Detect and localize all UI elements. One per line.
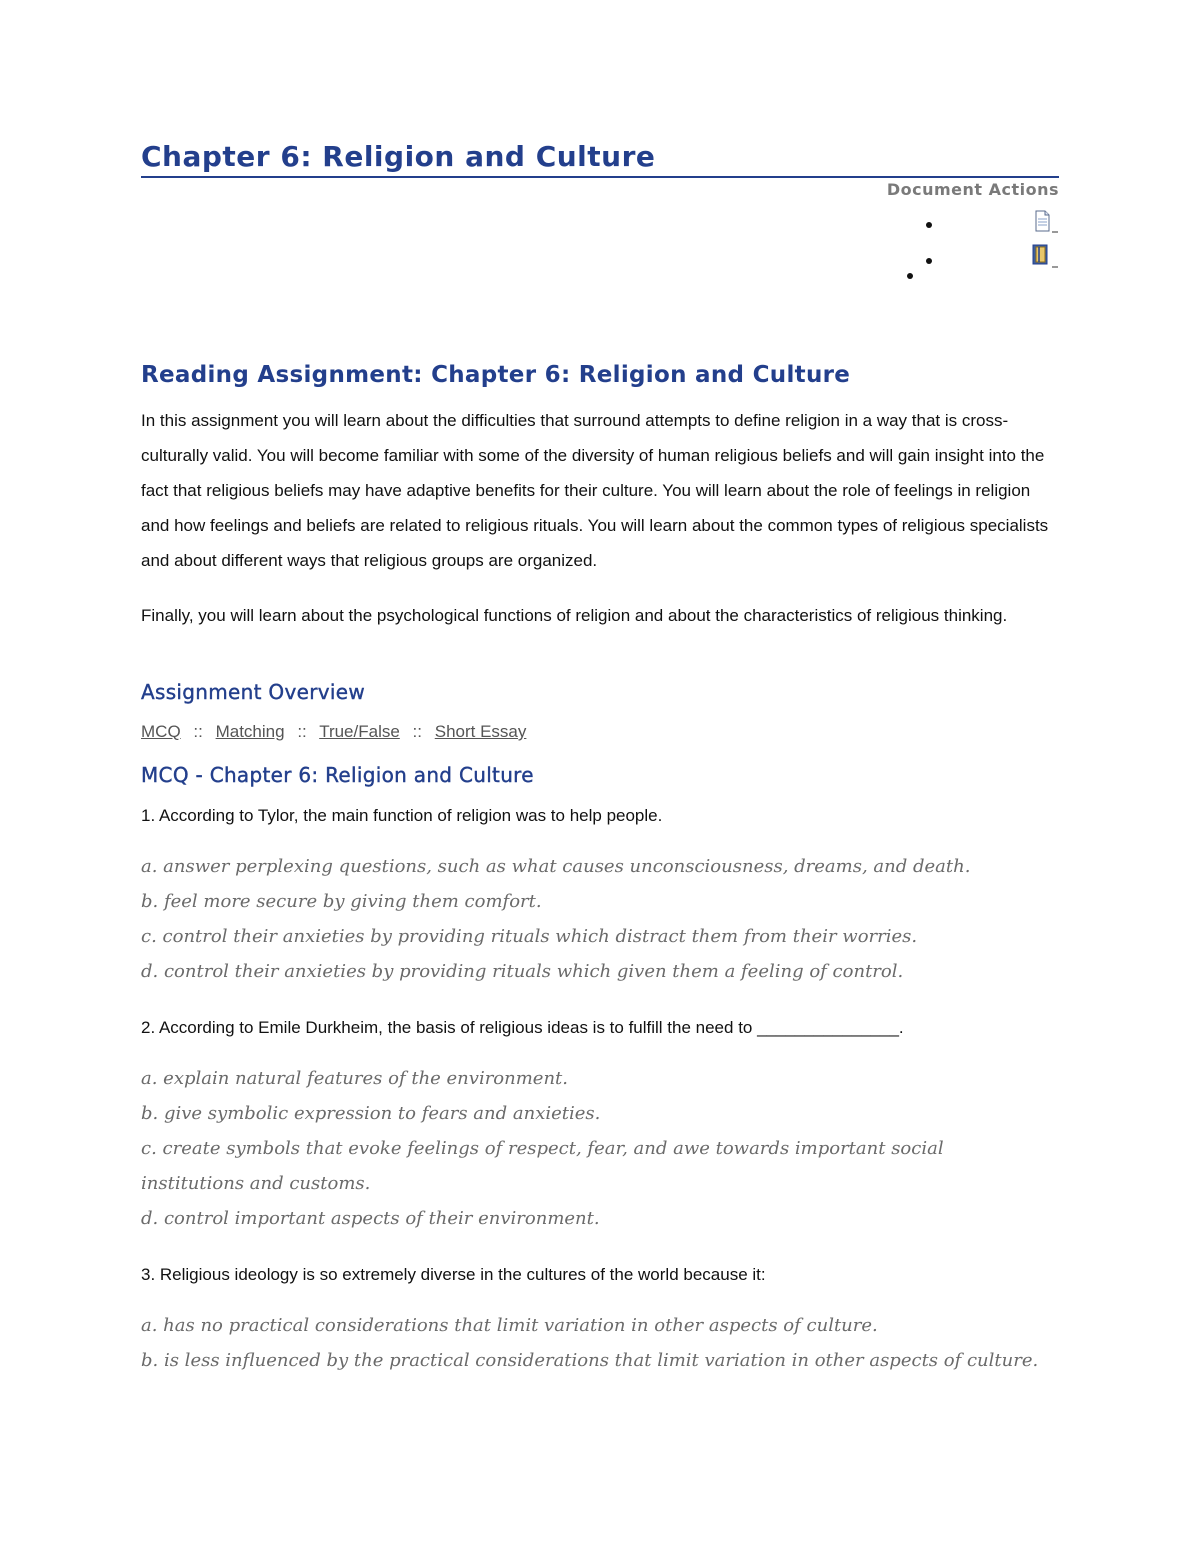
document-icon[interactable] [1033,210,1059,239]
mcq-heading: MCQ - Chapter 6: Religion and Culture [141,763,534,787]
nav-link-true-false[interactable]: True/False [319,722,400,741]
reading-paragraph-1: In this assignment you will learn about the difficulties that surround attempts to define religion in a way that is cross-culturally valid. You will become familiar with some of the diversity of human religious beliefs and will gain insight into the fact that religious beliefs may have adaptive benefits for their culture. You will learn about the role of feelings in religion and how feelings and beliefs are related to religious rituals. You will learn about the common types of religious specialists and about different ways that religious groups are organized. [141,411,1049,570]
question-option: c. control their anxieties by providing rituals which distract them from their worries. [141,926,918,947]
question-option: a. answer perplexing questions, such as what causes unconsciousness, dreams, and death. [141,856,971,877]
overview-heading: Assignment Overview [141,680,365,704]
question-option: a. explain natural features of the environment. [141,1068,569,1089]
nav-separator: :: [193,722,203,741]
question-option: d. control their anxieties by providing rituals which given them a feeling of control. [141,961,904,982]
document-actions-label: Document Actions [886,180,1059,199]
question-option: b. feel more secure by giving them comfort. [141,891,542,912]
nav-link-short-essay[interactable]: Short Essay [434,722,527,741]
question-3: 3. Religious ideology is so extremely diverse in the cultures of the world because it: [141,1265,766,1284]
list-bullet [926,222,932,228]
question-option: c. create symbols that evoke feelings of respect, fear, and awe towards important social institutions and customs. [141,1138,944,1194]
question-option: a. has no practical considerations that limit variation in other aspects of culture. [141,1315,878,1336]
list-bullet [926,258,932,264]
nav-separator: :: [412,722,422,741]
page-title: Chapter 6: Religion and Culture [141,140,1059,178]
question-2: 2. According to Emile Durkheim, the basis of religious ideas is to fulfill the need to _______________. [141,1018,904,1037]
book-icon[interactable] [1031,243,1059,274]
reading-paragraph-2: Finally, you will learn about the psychological functions of religion and about the characteristics of religious thinking. [141,606,1008,625]
question-option: b. give symbolic expression to fears and anxieties. [141,1103,601,1124]
question-1: 1. According to Tylor, the main function of religion was to help people. [141,806,663,825]
assignment-nav [141,722,526,742]
reading-heading: Reading Assignment: Chapter 6: Religion and Culture [141,362,851,388]
nav-separator: :: [297,722,307,741]
question-option: b. is less influenced by the practical considerations that limit variation in other aspects of culture. [141,1350,1039,1371]
question-option: d. control important aspects of their environment. [141,1208,600,1229]
nav-link-mcq[interactable]: MCQ [141,722,181,741]
list-bullet [907,273,913,279]
nav-link-matching[interactable]: Matching [215,722,285,741]
